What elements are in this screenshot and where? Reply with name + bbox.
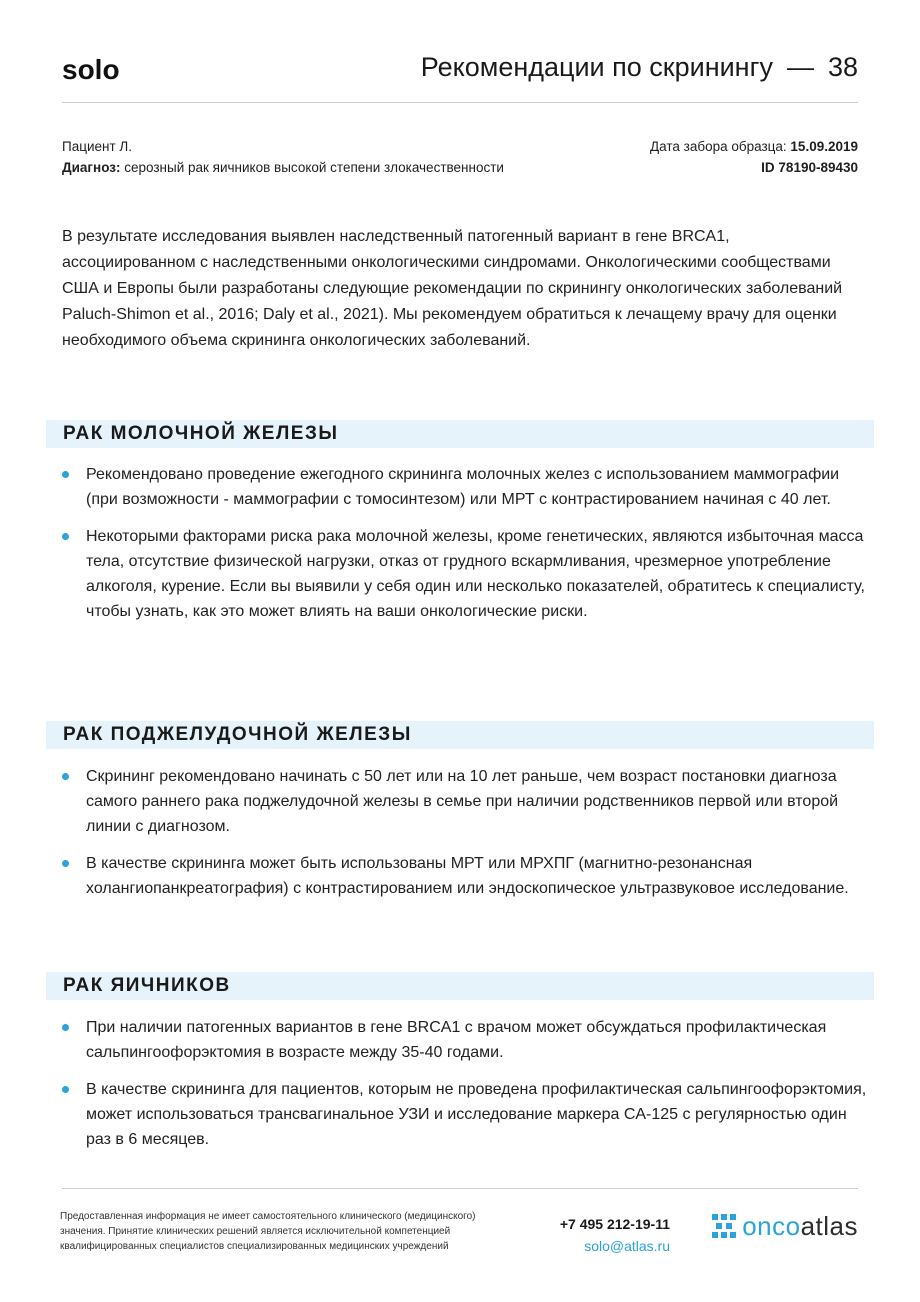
logo-word-onco: onco	[742, 1210, 801, 1241]
sample-id-value: ID 78190-89430	[761, 160, 858, 175]
oncoatlas-logo-icon	[712, 1214, 736, 1238]
sample-date-value: 15.09.2019	[790, 139, 858, 154]
list-item	[62, 1015, 872, 1065]
list-item	[62, 524, 872, 624]
breast-bullet-list	[62, 462, 872, 636]
footer-disclaimer: Предоставленная информация не имеет самостоятельного клинического (медицинского) значения. Принятие клинических решений является исключительной компетенцией квалифицированных специалистов специализированных медицинских учреждений	[60, 1211, 476, 1252]
sample-date-label: Дата забора образца:	[650, 139, 791, 154]
sample-info	[650, 136, 858, 178]
logo-wordmark	[742, 1211, 858, 1242]
list-item-text: Скрининг рекомендовано начинать с 50 лет или на 10 лет раньше, чем возраст постановки диагноза самого раннего рака поджелудочной железы в семье при наличии родственников первой или второй линии с диагнозом.	[86, 768, 839, 835]
patient-info	[62, 136, 622, 178]
sample-id	[650, 157, 858, 178]
list-item-text: При наличии патогенных вариантов в гене BRCA1 с врачом может обсуждаться профилактическая сальпингоофорэктомия в возрасте между 35-40 годами.	[86, 1019, 827, 1061]
bullet-dot-icon	[62, 1024, 69, 1031]
bullet-dot-icon	[62, 1086, 69, 1093]
list-item-text: В качестве скрининга может быть использованы МРТ или МРХПГ (магнитно-резонансная холангиопанкреатография) с контрастированием или эндоскопическое ультразвуковое исследование.	[86, 855, 849, 897]
bullet-dot-icon	[62, 773, 69, 780]
bullet-dot-icon	[62, 860, 69, 867]
title-dash: —	[786, 52, 814, 82]
page-title: Рекомендации по скринингу	[420, 52, 773, 82]
list-item-text: Рекомендовано проведение ежегодного скрининга молочных желез с использованием маммографии (при возможности - маммографии с томосинтезом) или МРТ с контрастированием начиная с 40 лет.	[86, 466, 840, 508]
list-item	[62, 851, 872, 901]
ovarian-bullet-list	[62, 1015, 872, 1164]
header-title-block	[421, 52, 858, 83]
bullet-dot-icon	[62, 471, 69, 478]
patient-name: Пациент Л.	[62, 139, 132, 154]
footer-contacts	[542, 1213, 670, 1257]
list-item	[62, 764, 872, 839]
oncoatlas-logo	[712, 1211, 858, 1241]
page-header	[62, 50, 858, 103]
list-item-text: Некоторыми факторами риска рака молочной железы, кроме генетических, являются избыточная масса тела, отсутствие физической нагрузки, отказ от грудного вскармливания, чрезмерное употребление алкоголя, курение. Если вы выявили у себя один или несколько показателей, обратитесь к специалисту, чтобы узнать, как это может влиять на ваши онкологические риски.	[86, 528, 865, 620]
bullet-dot-icon	[62, 533, 69, 540]
logo-word-atlas: atlas	[800, 1210, 858, 1241]
diagnosis-line	[62, 157, 622, 178]
brand-name: solo	[62, 54, 120, 85]
list-item	[62, 462, 872, 512]
list-item-text: В качестве скрининга для пациентов, которым не проведена профилактическая сальпингоофорэктомия, может использоваться трансвагинальное УЗИ и исследование маркера CA-125 с регулярностью один раз в 6 месяцев.	[86, 1081, 867, 1148]
contact-email-link[interactable]: solo@atlas.ru	[584, 1238, 670, 1254]
contact-phone[interactable]: +7 495 212-19-11	[559, 1216, 670, 1232]
page-number: 38	[827, 52, 858, 82]
sample-date-line	[650, 136, 858, 157]
page-footer	[62, 1188, 858, 1269]
section-title-breast: РАК МОЛОЧНОЙ ЖЕЛЕЗЫ	[46, 420, 874, 448]
diagnosis-value: серозный рак яичников высокой степени злокачественности	[120, 160, 504, 175]
pancreas-bullet-list	[62, 764, 872, 913]
section-title-pancreas: РАК ПОДЖЕЛУДОЧНОЙ ЖЕЛЕЗЫ	[46, 721, 874, 749]
list-item	[62, 1077, 872, 1152]
section-title-ovarian: РАК ЯИЧНИКОВ	[46, 972, 874, 1000]
intro-paragraph: В результате исследования выявлен наследственный патогенный вариант в гене BRCA1, ассоциированном с наследственными онкологическими синдромами. Онкологическими сообществами США и Европы были разработаны следующие рекомендации по скринингу онкологических заболеваний Paluch-Shimon et al., 2016; Daly et al., 2021). Мы рекомендуем обратиться к лечащему врачу для оценки необходимого объема скрининга онкологических заболеваний.	[62, 228, 843, 349]
diagnosis-label: Диагноз:	[62, 160, 121, 175]
